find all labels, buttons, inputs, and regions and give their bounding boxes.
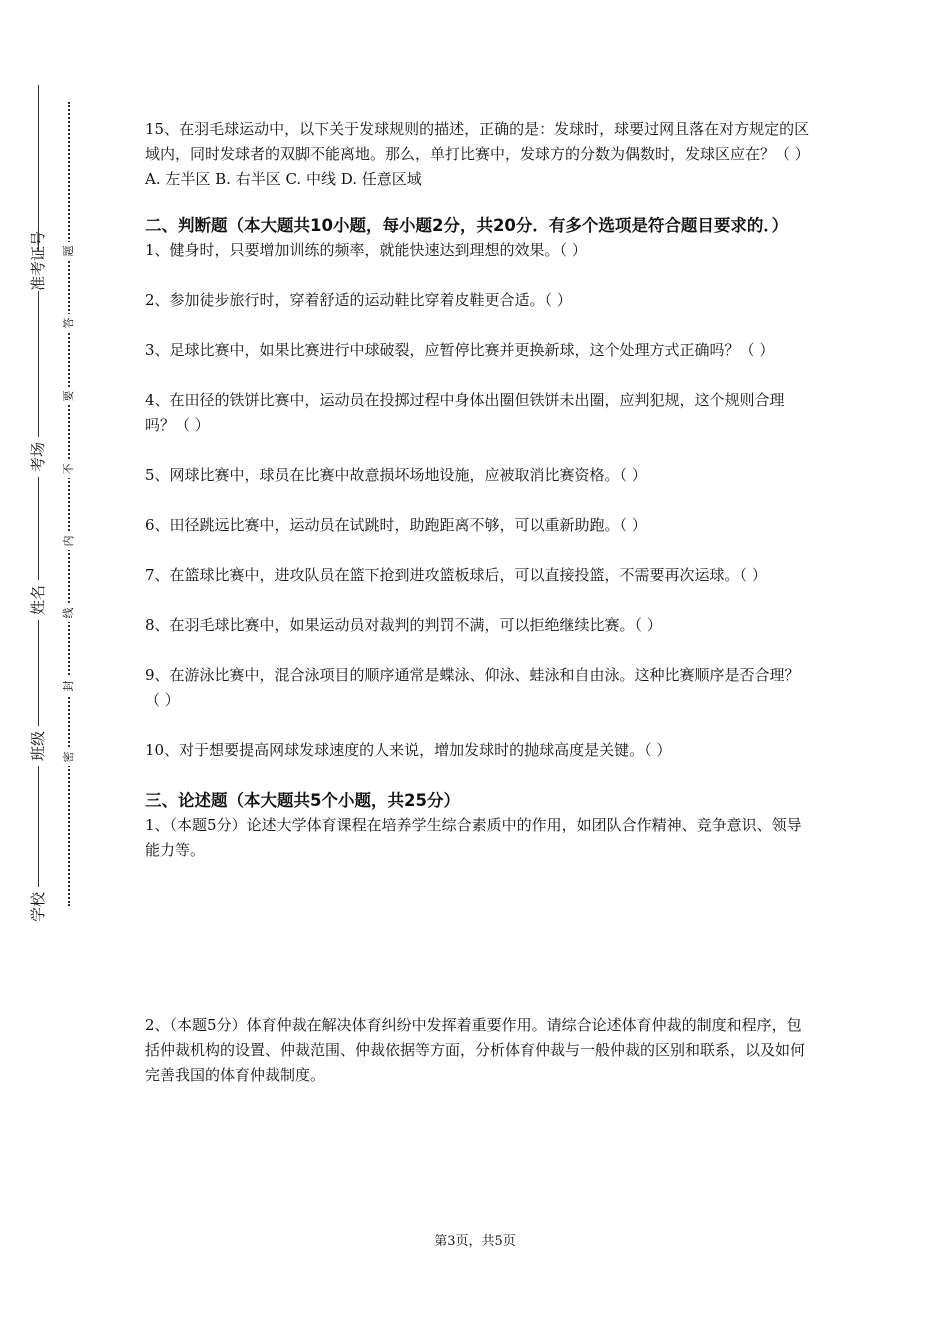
binding-margin — [0, 0, 90, 1344]
seal-char: 不 — [62, 460, 76, 478]
exam-content — [145, 117, 810, 1088]
binding-solid-line — [38, 85, 39, 917]
school-label: 学校 — [29, 887, 47, 927]
judgment-item-2: 2、参加徒步旅行时，穿着舒适的运动鞋比穿着皮鞋更合适。（ ） — [145, 291, 572, 309]
judgment-item-6: 6、田径跳远比赛中，运动员在试跳时，助跑距离不够，可以重新助跑。（ ） — [145, 516, 647, 534]
judgment-item-5: 5、网球比赛中，球员在比赛中故意损坏场地设施，应被取消比赛资格。（ ） — [145, 466, 647, 484]
page-number: 第3页，共5页 — [434, 1234, 516, 1249]
name-label: 姓名 — [29, 580, 47, 620]
section-3-title: 三、论述题（本大题共5个小题，共25分） — [145, 791, 460, 810]
seal-dotted-line — [68, 102, 70, 906]
seal-char: 封 — [62, 677, 76, 695]
section-2-title: 二、判断题（本大题共10小题，每小题2分，共20分．有多个选项是符合题目要求的．） — [145, 216, 789, 235]
judgment-item-4: 4、在田径的铁饼比赛中，运动员在投掷过程中身体出圈但铁饼未出圈，应判犯规，这个规则合理吗？（ ） — [145, 391, 785, 434]
class-label: 班级 — [29, 726, 47, 766]
judgment-item-3: 3、足球比赛中，如果比赛进行中球破裂，应暂停比赛并更换新球，这个处理方式正确吗？（ ） — [145, 341, 775, 359]
exam-room-label: 考场 — [29, 437, 47, 477]
seal-char: 题 — [62, 242, 76, 260]
judgment-item-1: 1、健身时，只要增加训练的频率，就能快速达到理想的效果。（ ） — [145, 241, 587, 259]
seal-char: 线 — [62, 604, 76, 622]
judgment-item-7: 7、在篮球比赛中，进攻队员在篮下抢到进攻篮板球后，可以直接投篮，不需要再次运球。（ ） — [145, 566, 767, 584]
essay-item-1: 1、（本题5分）论述大学体育课程在培养学生综合素质中的作用，如团队合作精神、竞争意识、领导能力等。 — [145, 816, 802, 859]
question-15: 15、在羽毛球运动中，以下关于发球规则的描述，正确的是：发球时，球要过网且落在对方规定的区域内，同时发球者的双脚不能离地。那么，单打比赛中，发球方的分数为偶数时，发球区应在？（ ） — [145, 120, 810, 163]
judgment-item-8: 8、在羽毛球比赛中，如果运动员对裁判的判罚不满，可以拒绝继续比赛。（ ） — [145, 616, 662, 634]
exam-number-label: 准考证号 — [29, 230, 47, 291]
judgment-item-9: 9、在游泳比赛中，混合泳项目的顺序通常是蝶泳、仰泳、蛙泳和自由泳。这种比赛顺序是否合理？（ ） — [145, 666, 800, 709]
seal-char: 要 — [62, 387, 76, 405]
seal-char: 密 — [62, 748, 76, 766]
essay-item-2: 2、（本题5分）体育仲裁在解决体育纠纷中发挥着重要作用。请综合论述体育仲裁的制度和程序，包括仲裁机构的设置、仲裁范围、仲裁依据等方面，分析体育仲裁与一般仲裁的区别和联系，以及如何完善我国的体育仲裁制度。 — [145, 1016, 806, 1084]
question-15-options: A. 左半区 B. 右半区 C. 中线 D. 任意区域 — [145, 170, 422, 188]
seal-char: 答 — [62, 314, 76, 332]
seal-char: 内 — [62, 532, 76, 550]
judgment-item-10: 10、对于想要提高网球发球速度的人来说，增加发球时的抛球高度是关键。（ ） — [145, 741, 672, 759]
